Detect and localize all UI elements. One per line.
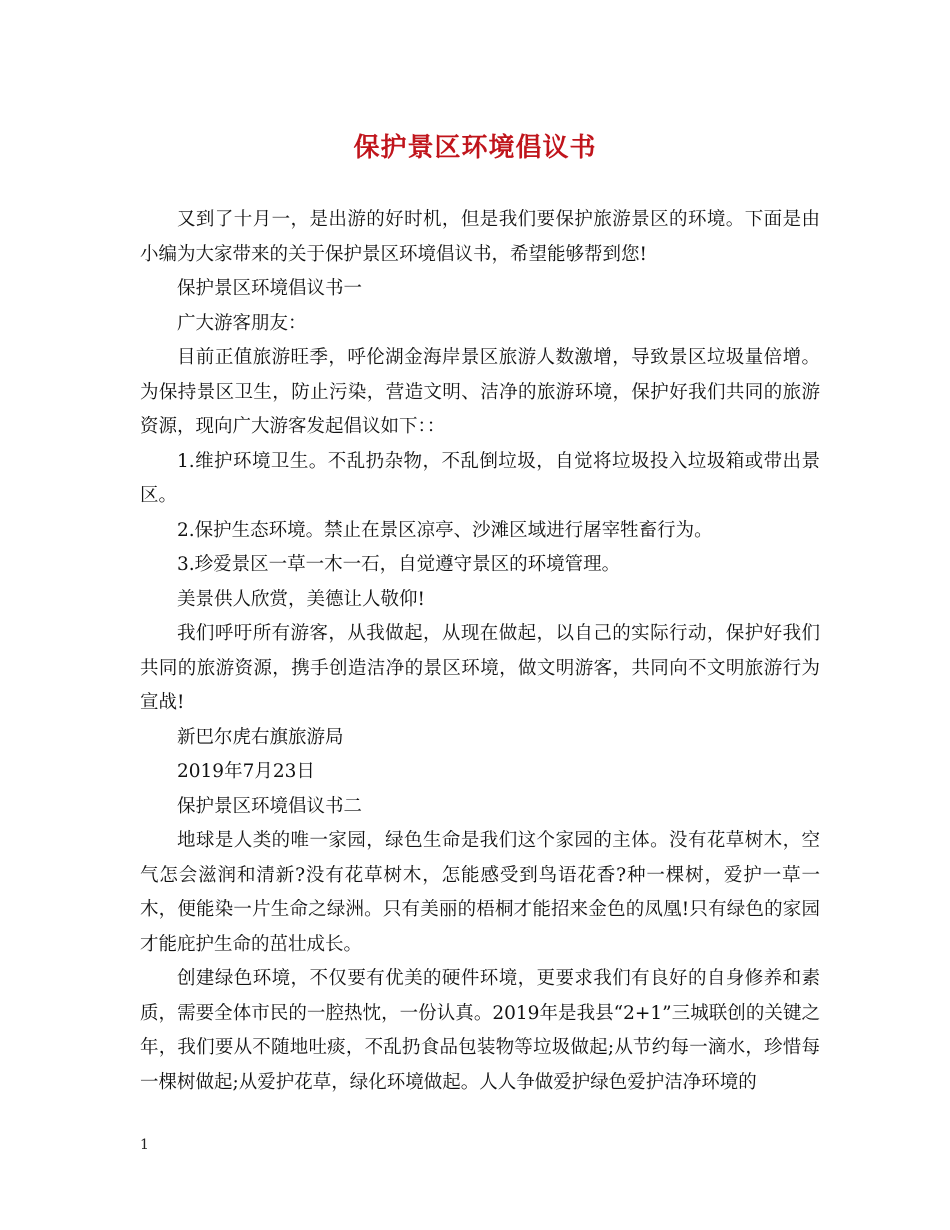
salutation: 广大游客朋友：: [177, 312, 307, 334]
signature-organization: 新巴尔虎右旗旅游局: [177, 726, 344, 748]
intro-paragraph: 又到了十月一，是出游的好时机，但是我们要保护旅游景区的环境。下面是由小编为大家带来的关于保护景区环境倡议书，希望能够帮到您!: [140, 209, 820, 265]
slogan: 美景供人欣赏，美德让人敬仰!: [177, 588, 425, 610]
section-heading-one: 保护景区环境倡议书一: [177, 278, 363, 299]
section-heading-two: 保护景区环境倡议书二: [177, 795, 363, 817]
list-item: 1.维护环境卫生。不乱扔杂物，不乱倒垃圾，自觉将垃圾投入垃圾箱或带出景区。: [140, 450, 820, 506]
body-paragraph: 地球是人类的唯一家园，绿色生命是我们这个家园的主体。没有花草树木，空气怎会滋润和清新?没有花草树木，怎能感受到鸟语花香?种一棵树，爱护一草一木，便能染一片生命之绿洲。只有美丽的梧桐才能招来金色的凤凰!只有绿色的家园才能庇护生命的茁壮成长。: [140, 830, 820, 955]
list-item: 3.珍爱景区一草一木一石，自觉遵守景区的环境管理。: [177, 554, 621, 575]
body-paragraph: 创建绿色环境，不仅要有优美的硬件环境，更要求我们有良好的自身修养和素质，需要全体市民的一腔热忱，一份认真。2019年是我县“2+1”三城联创的关键之年，我们要从不随地吐痰，不乱扔食品包装物等垃圾做起;从节约每一滴水，珍惜每一棵树做起;从爱护花草，绿化环境做起。人人争做爱护绿色爱护洁净环境的: [140, 968, 820, 1093]
list-item: 2.保护生态环境。禁止在景区凉亭、沙滩区域进行屠宰牲畜行为。: [177, 519, 713, 541]
page-number: 1: [140, 1137, 149, 1153]
document-body: [140, 203, 820, 1100]
signature-date: 2019年7月23日: [177, 761, 315, 782]
document-title: 保护景区环境倡议书: [353, 133, 597, 163]
body-paragraph: 我们呼吁所有游客，从我做起，从现在做起，以自己的实际行动，保护好我们共同的旅游资源，携手创造洁净的景区环境，做文明游客，共同向不文明旅游行为宣战!: [140, 623, 820, 713]
body-paragraph: 目前正值旅游旺季，呼伦湖金海岸景区旅游人数激增，导致景区垃圾量倍增。为保持景区卫生，防止污染，营造文明、洁净的旅游环境，保护好我们共同的旅游资源，现向广大游客发起倡议如下：：: [140, 347, 820, 437]
